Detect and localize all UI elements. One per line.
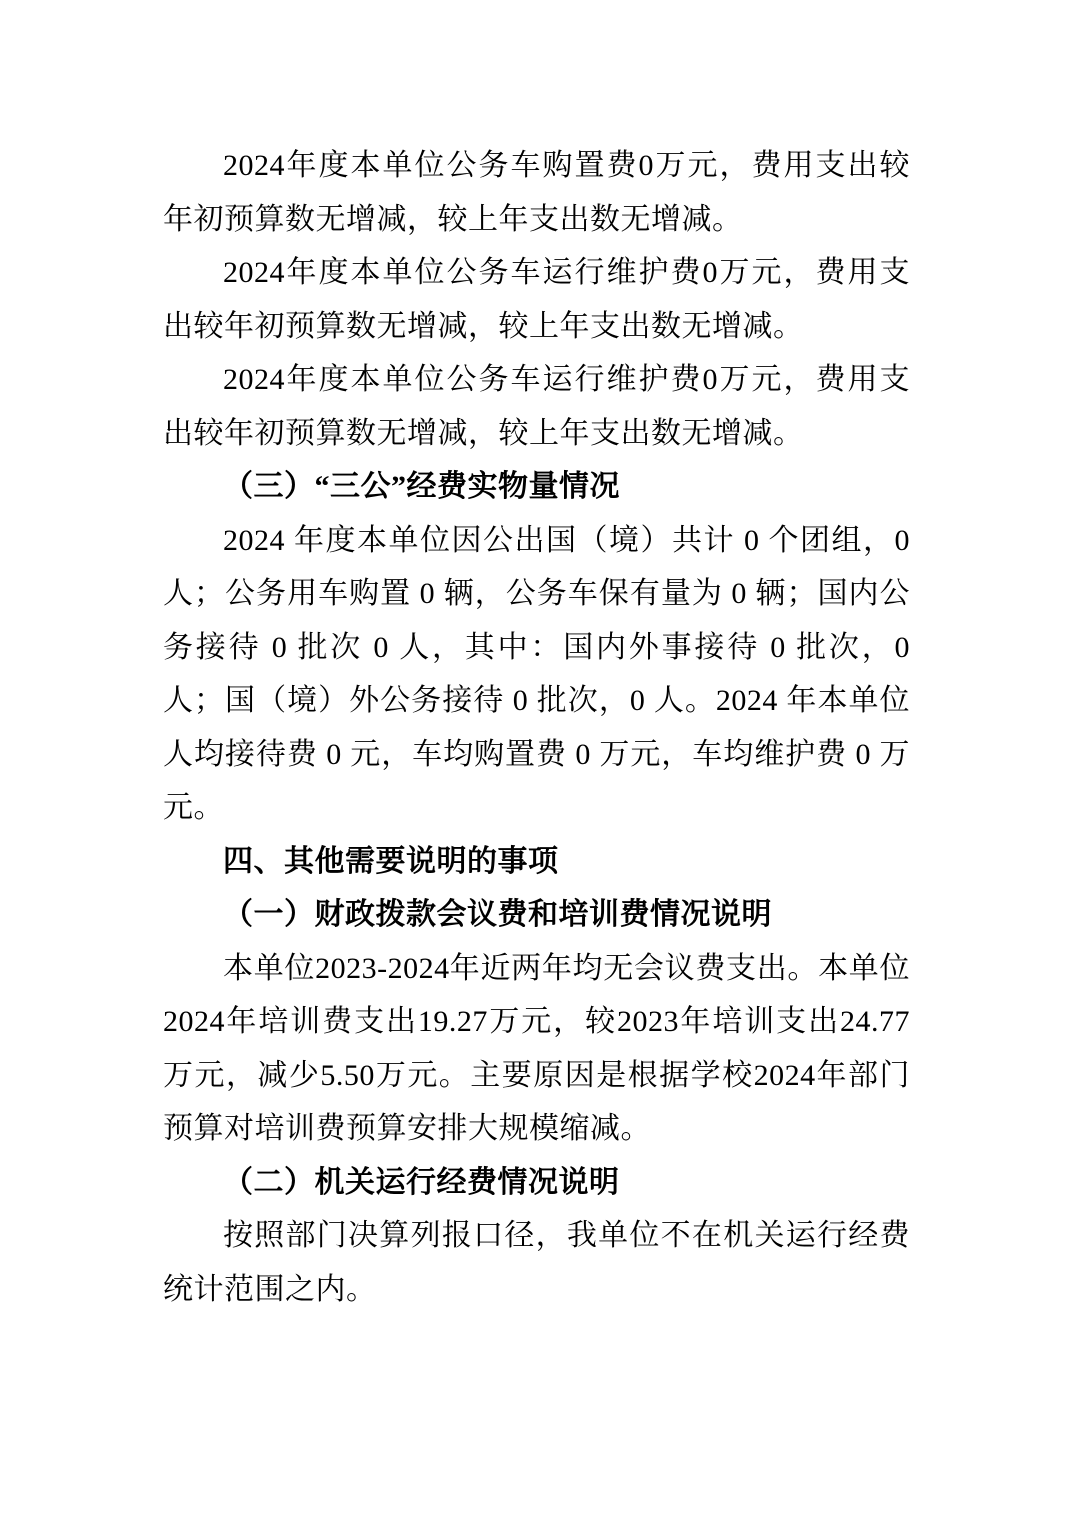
heading-agency-operating-funds-note: （二）机关运行经费情况说明 — [223, 1165, 620, 1199]
paragraph-agency-operating-funds-details: 按照部门决算列报口径，我单位不在机关运行经费统计范围之内。 — [163, 1219, 910, 1306]
paragraph-meeting-and-training-fee-details: 本单位2023-2024年近两年均无会议费支出。本单位2024年培训费支出19.27万元，较2023年培训支出24.77万元，减少5.50万元。主要原因是根据学校2024年部门预算对培训费预算安排大规模缩减。 — [163, 951, 910, 1145]
heading-section-four-other-matters: 四、其他需要说明的事项 — [223, 844, 559, 878]
paragraph-official-car-maintenance-fee-2: 2024年度本单位公务车运行维护费0万元，费用支出较年初预算数无增减，较上年支出数无增减。 — [163, 363, 910, 450]
paragraph-three-public-funds-details: 2024 年度本单位因公出国（境）共计 0 个团组，0 人；公务用车购置 0 辆，公务车保有量为 0 辆；国内公务接待 0 批次 0 人，其中：国内外事接待 0 批次，0 人；国（境）外公务接待 0 批次，0 人。2024 年本单位人均接待费 0 元，车均购置费 0 万元，车均维护费 0 万元。 — [163, 523, 910, 824]
heading-three-public-funds-physical-quantity: （三）“三公”经费实物量情况 — [223, 470, 620, 503]
paragraph-official-car-purchase-fee: 2024年度本单位公务车购置费0万元，费用支出较年初预算数无增减，较上年支出数无增减。 — [163, 149, 910, 236]
paragraph-official-car-maintenance-fee-1: 2024年度本单位公务车运行维护费0万元，费用支出较年初预算数无增减，较上年支出数无增减。 — [163, 256, 910, 343]
heading-meeting-and-training-fee-note: （一）财政拨款会议费和培训费情况说明 — [223, 898, 772, 931]
